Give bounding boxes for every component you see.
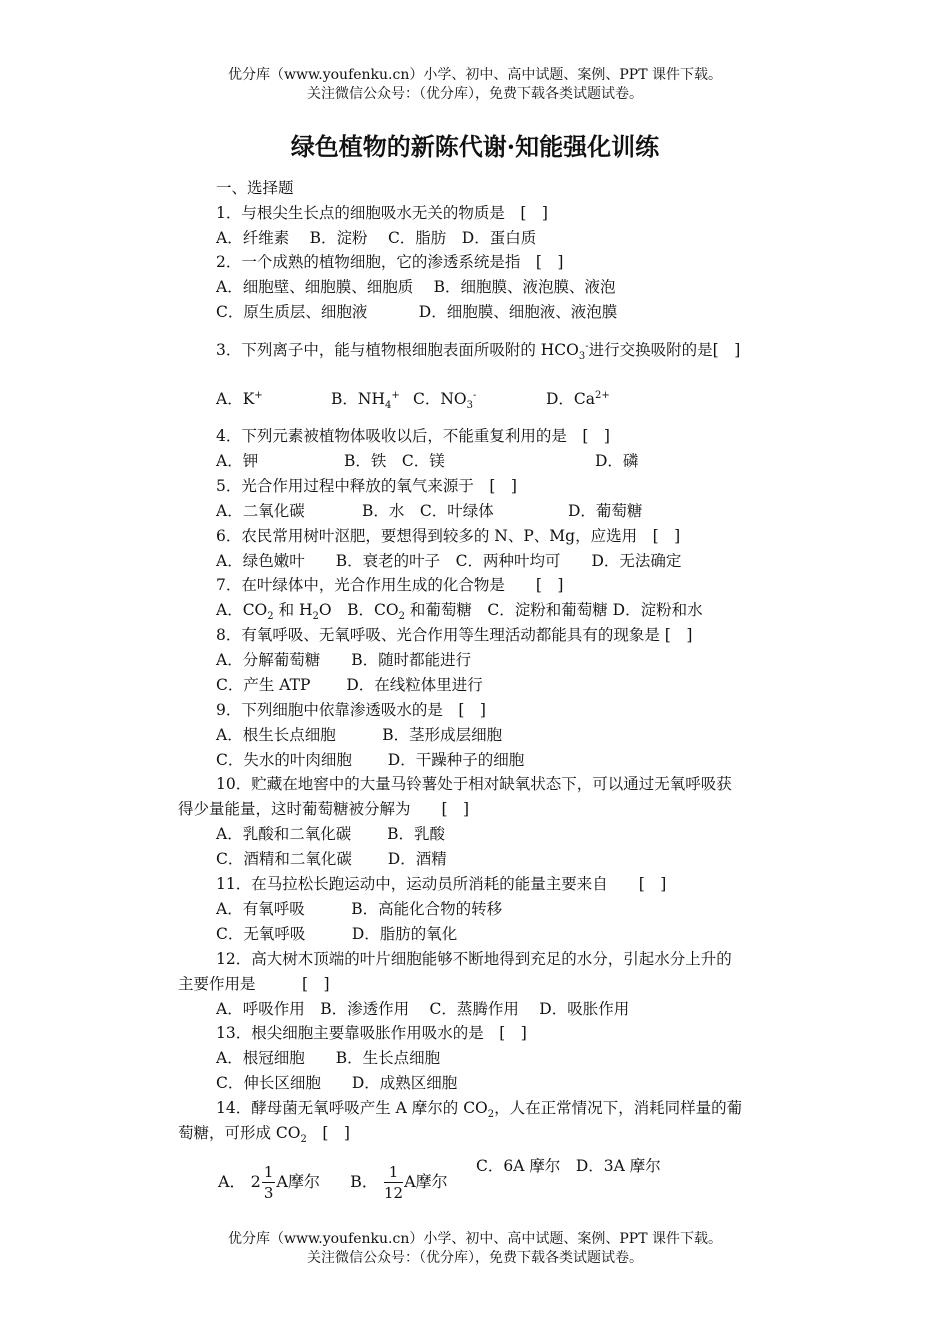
q1-options: A．纤维素 B．淀粉 C．脂肪 D．蛋白质 xyxy=(216,229,537,247)
q3-option-a: A．K+ xyxy=(216,389,263,408)
q5-option-d: D．葡萄糖 xyxy=(568,502,643,520)
q12-options: A．呼吸作用 B．渗透作用 C．蒸腾作用 D．吸胀作用 xyxy=(216,1000,630,1018)
q2-stem: 2．一个成熟的植物细胞，它的渗透系统是指 [ ] xyxy=(216,253,564,271)
q14-option-a-fraction: $\frac{1}{3}$ xyxy=(263,1163,274,1202)
q5-options xyxy=(216,501,642,521)
q12-stem-1: 12．高大树木顶端的叶片细胞能够不断地得到充足的水分，引起水分上升的 xyxy=(216,950,732,968)
q4-option-d: D．磷 xyxy=(595,452,639,470)
q3-option-d: D．$Ca^{2+}$ xyxy=(546,389,610,408)
q14-stem-1: 14．酵母菌无氧呼吸产生 A 摩尔的 $CO_2$，人在正常情况下，消耗同样量的葡 xyxy=(216,1099,743,1121)
q13-options-2: C．伸长区细胞 D．成熟区细胞 xyxy=(216,1074,458,1092)
q2-options-1: A．细胞壁、细胞膜、细胞质 B．细胞膜、液泡膜、液泡 xyxy=(216,278,616,296)
q9-stem: 9．下列细胞中依靠渗透吸水的是 [ ] xyxy=(216,701,486,719)
q11-options-2: C．无氧呼吸 D．脂肪的氧化 xyxy=(216,925,458,943)
q13-options-1: A．根冠细胞 B．生长点细胞 xyxy=(216,1049,441,1067)
q14-option-b-label: B． xyxy=(350,1172,378,1191)
q3-option-b: B．$NH_4^+$ xyxy=(331,389,400,412)
page-title: 绿色植物的新陈代谢·知能强化训练 xyxy=(290,132,660,161)
q3-stem: 3．下列离子中，能与植物根细胞表面所吸附的 $HCO_3^-$进行交换吸附的是[ ] xyxy=(216,340,741,363)
q5-option-bc: B．水 C．叶绿体 xyxy=(362,502,494,520)
q2-options-2: C．原生质层、细胞液 D．细胞膜、细胞液、液泡膜 xyxy=(216,303,618,321)
q14-option-b-fraction: $\frac{1}{12}$ xyxy=(384,1163,404,1202)
q7-options: A．$CO_2$ 和 $H_2O$ B．$CO_2$ 和葡萄糖 C．淀粉和葡萄糖 D．淀粉和水 xyxy=(216,601,703,623)
header-line-1: 优分库（www.youfenku.cn）小学、初中、高中试题、案例、PPT 课件下载。 xyxy=(227,67,722,83)
q14-stem-2: 萄糖，可形成 $CO_2$ [ ] xyxy=(178,1124,350,1146)
page-header xyxy=(0,66,950,104)
q10-stem-1: 10．贮藏在地窖中的大量马铃薯处于相对缺氧状态下，可以通过无氧呼吸获 xyxy=(216,775,732,793)
q8-options-2: C．产生 ATP D．在线粒体里进行 xyxy=(216,676,483,694)
q4-options xyxy=(216,451,638,471)
q11-options-1: A．有氧呼吸 B．高能化合物的转移 xyxy=(216,900,503,918)
q10-options-2: C．酒精和二氧化碳 D．酒精 xyxy=(216,850,447,868)
footer-line-2: 关注微信公众号：（优分库），免费下载各类试题试卷。 xyxy=(307,1250,643,1266)
q8-options-1: A．分解葡萄糖 B．随时都能进行 xyxy=(216,651,472,669)
q6-options: A．绿色嫩叶 B．衰老的叶子 C．两种叶均可 D．无法确定 xyxy=(216,552,682,570)
q9-options-2: C．失水的叶肉细胞 D．干躁种子的细胞 xyxy=(216,751,525,769)
q4-stem: 4．下列元素被植物体吸收以后，不能重复利用的是 [ ] xyxy=(216,427,610,445)
q4-option-bc: B．铁 C．镁 xyxy=(344,452,445,470)
page-footer xyxy=(0,1230,950,1268)
q3-option-c: C．$NO_3^-$ xyxy=(413,389,477,412)
q5-stem: 5．光合作用过程中释放的氧气来源于 [ ] xyxy=(216,477,517,495)
q14-options-ab: A． 2 $\frac{1}{3}$ A摩尔 B． $\frac{1}{12}$ A摩尔 xyxy=(218,1163,448,1202)
q10-options-1: A．乳酸和二氧化碳 B．乳酸 xyxy=(216,825,446,843)
q13-stem: 13．根尖细胞主要靠吸胀作用吸水的是 [ ] xyxy=(216,1024,527,1042)
q14-option-a-label: A． xyxy=(218,1172,246,1191)
q7-stem: 7．在叶绿体中，光合作用生成的化合物是 [ ] xyxy=(216,576,564,594)
section-heading: 一、选择题 xyxy=(216,179,294,197)
q14-options-cd: C．6A 摩尔 D．3A 摩尔 xyxy=(476,1157,661,1175)
q10-stem-2: 得少量能量，这时葡萄糖被分解为 [ ] xyxy=(178,800,470,818)
q12-stem-2: 主要作用是 [ ] xyxy=(178,975,330,993)
q9-options-1: A．根生长点细胞 B．茎形成层细胞 xyxy=(216,726,503,744)
footer-line-1: 优分库（www.youfenku.cn）小学、初中、高中试题、案例、PPT 课件下载。 xyxy=(227,1231,722,1247)
q8-stem: 8．有氧呼吸、无氧呼吸、光合作用等生理活动都能具有的现象是 [ ] xyxy=(216,626,693,644)
q6-stem: 6．农民常用树叶沤肥，要想得到较多的 N、P、Mg，应选用 [ ] xyxy=(216,527,681,545)
header-line-2: 关注微信公众号：（优分库），免费下载各类试题试卷。 xyxy=(307,86,643,102)
q11-stem: 11．在马拉松长跑运动中，运动员所消耗的能量主要来自 [ ] xyxy=(216,875,667,893)
q4-option-a: A．钾 xyxy=(216,452,259,470)
q5-option-a: A．二氧化碳 xyxy=(216,502,305,520)
q3-options xyxy=(216,389,610,412)
q1-stem: 1．与根尖生长点的细胞吸水无关的物质是 [ ] xyxy=(216,204,548,222)
